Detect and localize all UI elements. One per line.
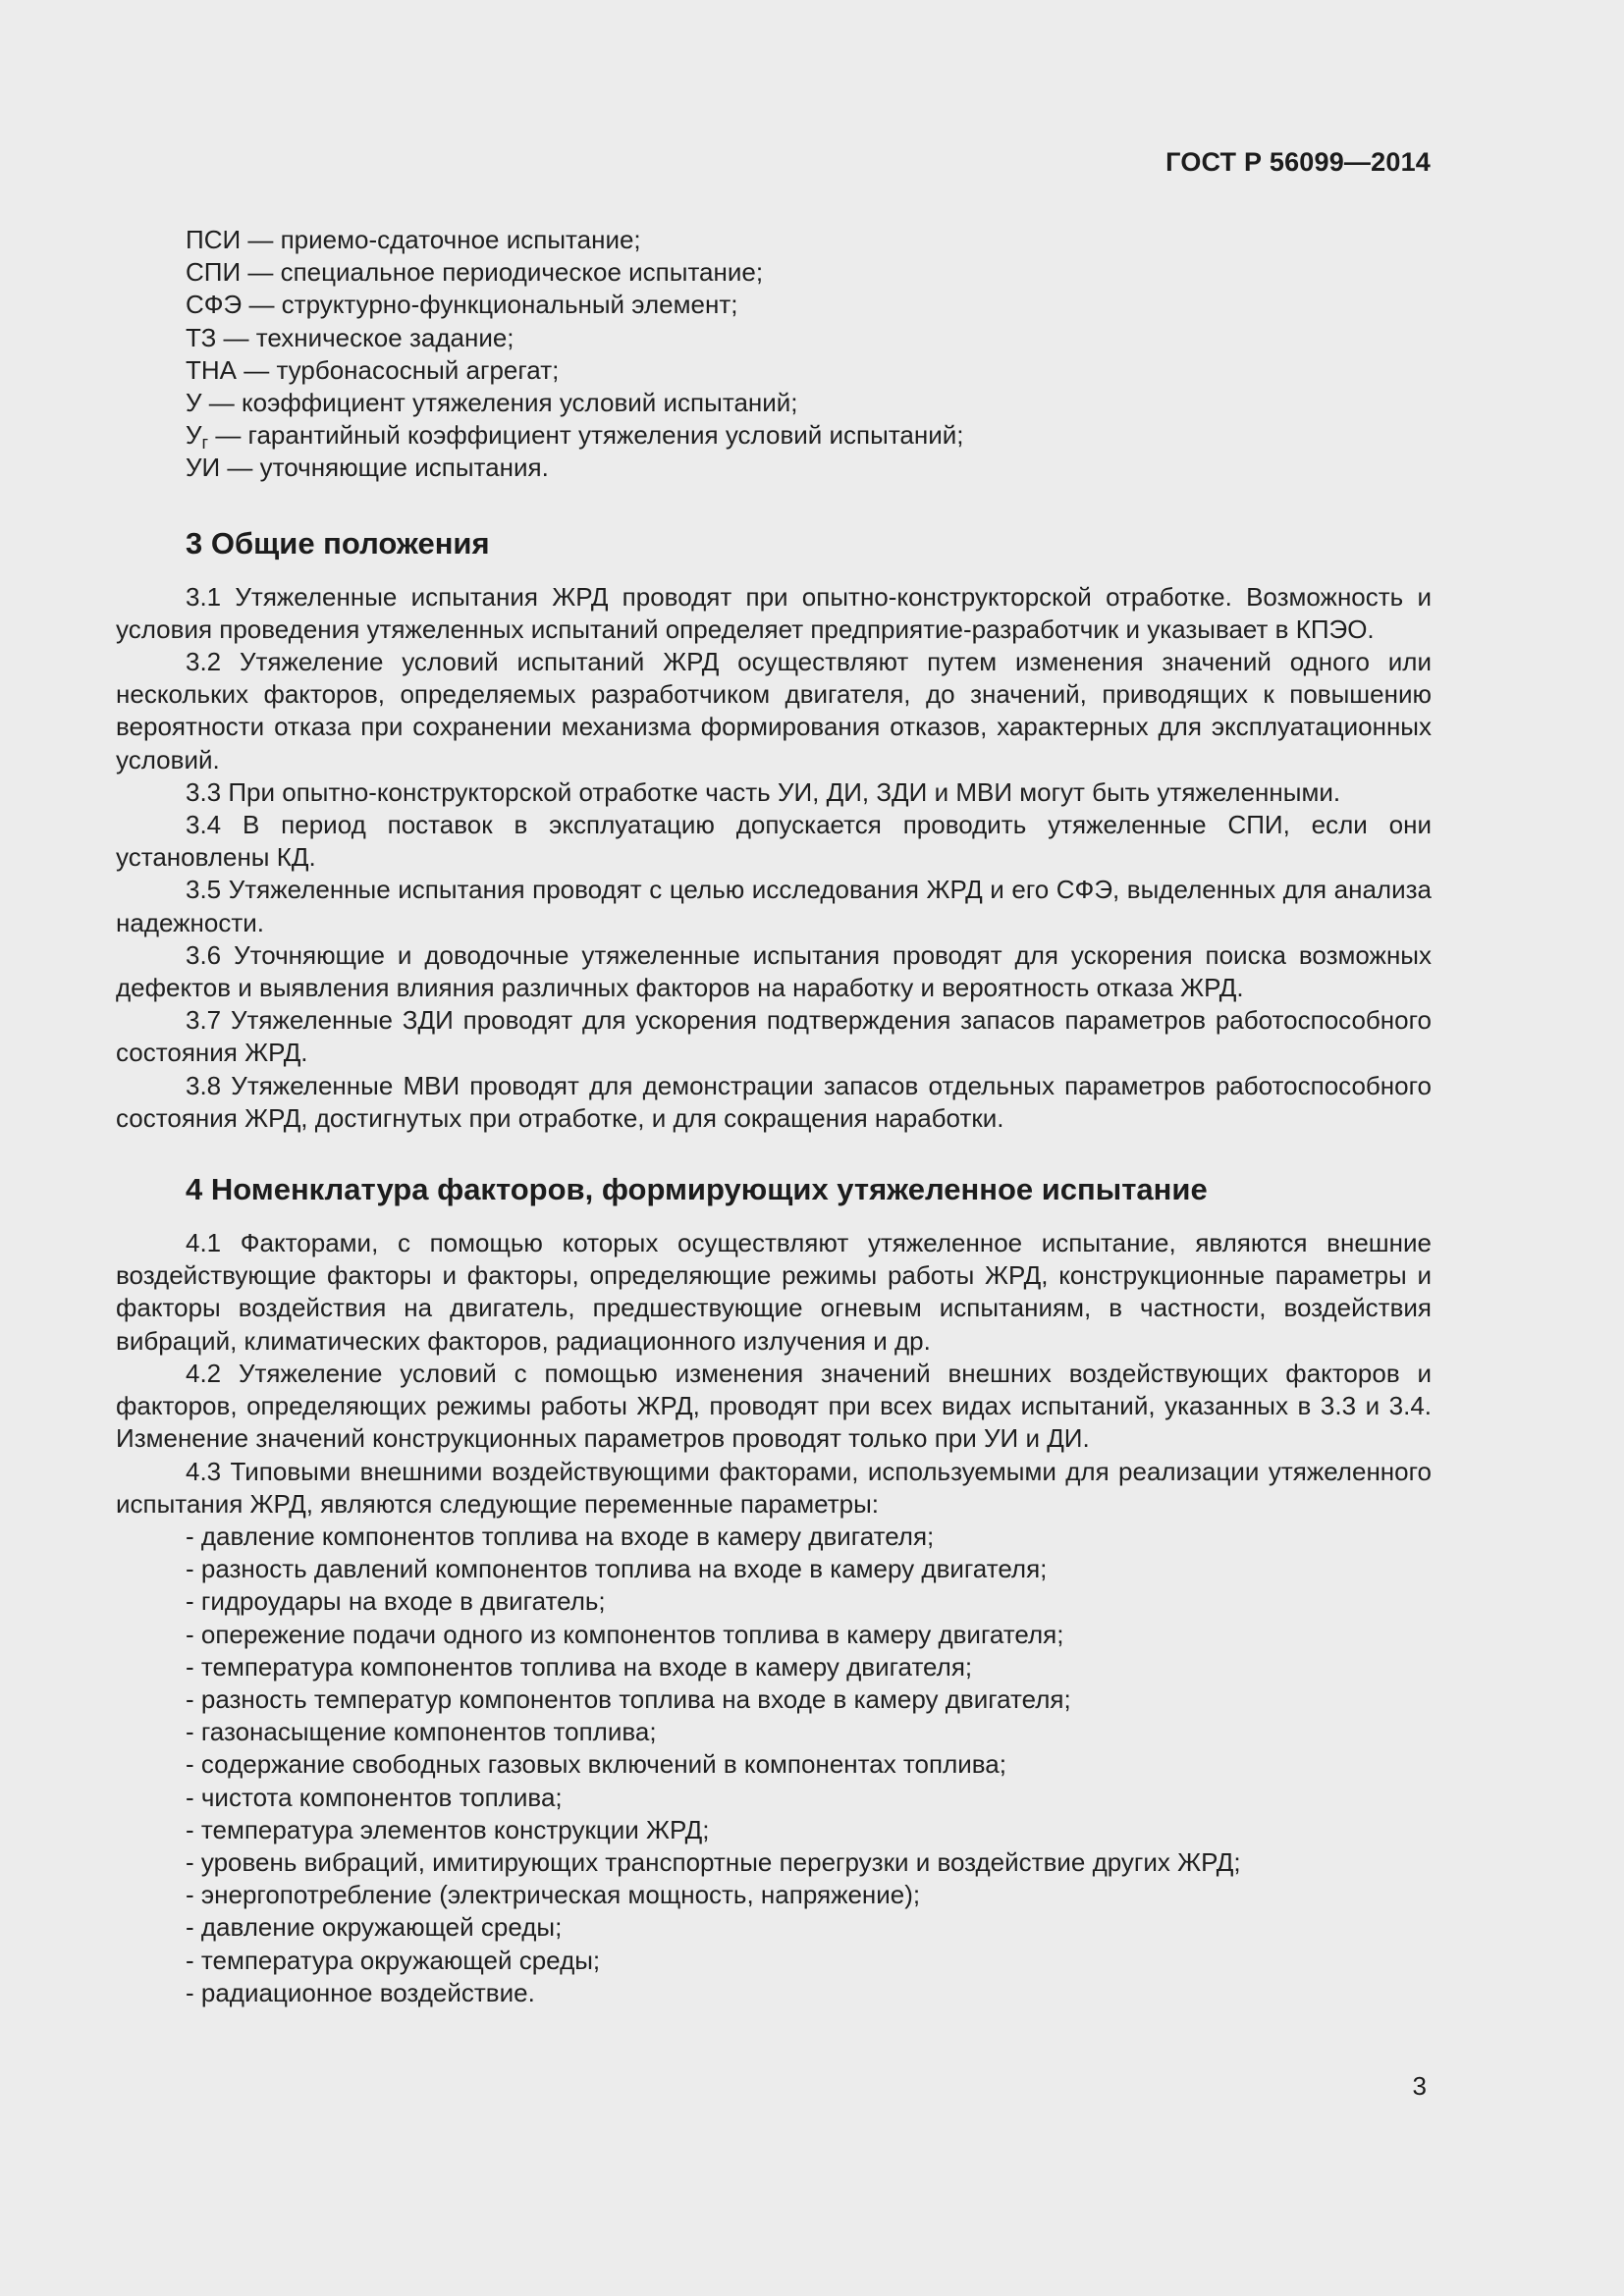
paragraph-3-5: 3.5 Утяжеленные испытания проводят с целью исследования ЖРД и его СФЭ, выделенных для анализа надежности. xyxy=(116,875,1432,937)
abbreviation-item: СПИ — специальное периодическое испытание; xyxy=(186,257,764,288)
paragraph-3-8: 3.8 Утяжеленные МВИ проводят для демонстрации запасов отдельных параметров работоспособного состояния ЖРД, достигнутых при отработке, и для сокращения наработки. xyxy=(116,1070,1432,1133)
list-item: - температура элементов конструкции ЖРД; xyxy=(186,1814,710,1844)
page-number: 3 xyxy=(1412,2071,1427,2101)
list-item: - содержание свободных газовых включений в компонентах топлива; xyxy=(186,1749,1006,1780)
abbreviation-item xyxy=(186,419,1432,452)
list-item: - разность давлений компонентов топлива на входе в камеру двигателя; xyxy=(186,1554,1048,1584)
list-item: - давление компонентов топлива на входе в камеру двигателя; xyxy=(186,1521,935,1551)
abbreviation-subscript: г xyxy=(201,433,209,454)
abbreviation-item: СФЭ — структурно-функциональный элемент; xyxy=(186,290,738,320)
abbreviations-list xyxy=(116,224,1432,485)
section-4-heading: 4 Номенклатура факторов, формирующих утяжеленное испытание xyxy=(186,1172,1208,1207)
paragraph-3-1: 3.1 Утяжеленные испытания ЖРД проводят при опытно-конструкторской отработке. Возможность и условия проведения утяжеленных испытаний определяет предприятие-разработчик и указывает в КПЭО. xyxy=(116,581,1432,644)
standard-id-header: ГОСТ Р 56099—2014 xyxy=(1165,147,1431,177)
paragraph-3-4: 3.4 В период поставок в эксплуатацию допускается проводить утяжеленные СПИ, если они установлены КД. xyxy=(116,810,1432,873)
paragraph-3-2: 3.2 Утяжеление условий испытаний ЖРД осуществляют путем изменения значений одного или нескольких факторов, определяемых разработчиком двигателя, до значений, приводящих к повышению вероятности отказа при сохранении механизма формирования отказов, характерных для эксплуатационных условий. xyxy=(116,647,1432,774)
paragraph-3-7: 3.7 Утяжеленные ЗДИ проводят для ускорения подтверждения запасов параметров работоспособного состояния ЖРД. xyxy=(116,1005,1432,1068)
page-content xyxy=(116,224,1432,2009)
section-3-heading: 3 Общие положения xyxy=(186,525,490,561)
abbreviation-item: ПСИ — приемо-сдаточное испытание; xyxy=(186,225,641,254)
abbreviation-symbol: У xyxy=(186,420,202,451)
paragraph-3-6: 3.6 Уточняющие и доводочные утяжеленные испытания проводят для ускорения поиска возможных дефектов и выявления влияния различных факторов на наработку и вероятность отказа ЖРД. xyxy=(116,939,1432,1003)
paragraph-3-3: 3.3 При опытно-конструкторской отработке часть УИ, ДИ, ЗДИ и МВИ могут быть утяжеленными. xyxy=(186,776,1341,807)
factors-list xyxy=(116,1521,1432,2009)
list-item: - разность температур компонентов топлива на входе в камеру двигателя; xyxy=(186,1683,1071,1714)
list-item: - гидроудары на входе в двигатель; xyxy=(186,1586,606,1617)
list-item: - радиационное воздействие. xyxy=(186,1977,535,2007)
abbreviation-item: УИ — уточняющие испытания. xyxy=(186,453,549,483)
abbreviation-definition: — гарантийный коэффициент утяжеления условий испытаний; xyxy=(208,420,964,451)
abbreviation-item: ТЗ — техническое задание; xyxy=(186,322,514,352)
abbreviation-item: У — коэффициент утяжеления условий испытаний; xyxy=(186,388,798,418)
paragraph-4-2: 4.2 Утяжеление условий с помощью изменения значений внешних воздействующих факторов и факторов, определяющих режимы работы ЖРД, проводят при всех видах испытаний, указанных в 3.3 и 3.4. Изменение значений конструкционных параметров проводят только при УИ и ДИ. xyxy=(116,1358,1432,1454)
list-item: - газонасыщение компонентов топлива; xyxy=(186,1717,657,1747)
list-item: - опережение подачи одного из компонентов топлива в камеру двигателя; xyxy=(186,1619,1064,1649)
paragraph-4-3: 4.3 Типовыми внешними воздействующими факторами, используемыми для реализации утяжеленного испытания ЖРД, являются следующие переменные параметры: xyxy=(116,1456,1432,1519)
list-item: - температура компонентов топлива на входе в камеру двигателя; xyxy=(186,1651,973,1682)
paragraph-4-1: 4.1 Факторами, с помощью которых осуществляют утяжеленное испытание, являются внешние воздействующие факторы и факторы, определяющие режимы работы ЖРД, конструкционные параметры и факторы воздействия на двигатель, предшествующие огневым испытаниям, в частности, воздействия вибраций, климатических факторов, радиационного излучения и др. xyxy=(116,1228,1432,1356)
abbreviation-item: ТНА — турбонасосный агрегат; xyxy=(186,354,560,385)
list-item: - температура окружающей среды; xyxy=(186,1945,601,1975)
list-item: - чистота компонентов топлива; xyxy=(186,1782,563,1812)
list-item: - давление окружающей среды; xyxy=(186,1912,563,1943)
list-item: - энергопотребление (электрическая мощность, напряжение); xyxy=(186,1880,921,1910)
list-item: - уровень вибраций, имитирующих транспортные перегрузки и воздействие других ЖРД; xyxy=(186,1846,1241,1877)
